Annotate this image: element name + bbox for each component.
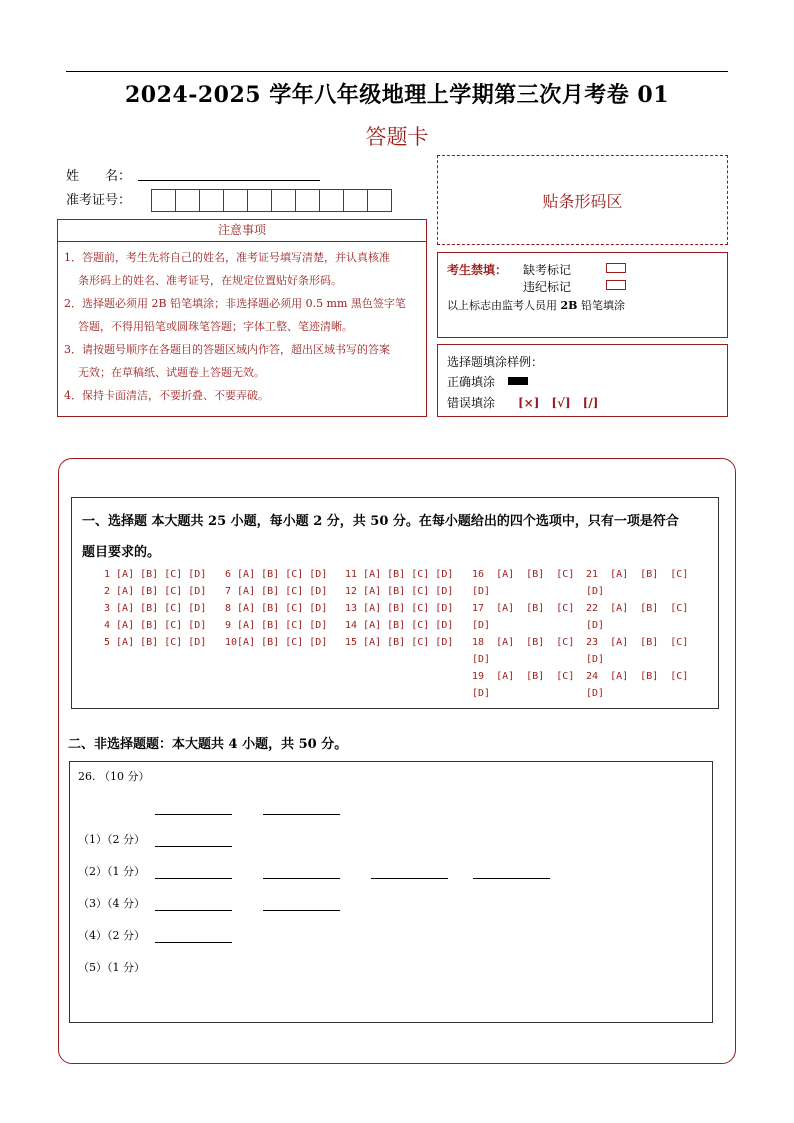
id-digit-box[interactable] — [175, 189, 200, 212]
part-label: （4）（2 分） — [78, 929, 145, 942]
mc-option-row[interactable]: 12 [A] [B] [C] [D] — [345, 586, 454, 597]
correct-fill-example — [508, 377, 528, 385]
mc-option-row[interactable]: 23 [A] [B] [C] — [586, 637, 689, 648]
answer-line[interactable] — [155, 846, 232, 847]
answer-line[interactable] — [155, 910, 232, 911]
id-digit-box[interactable] — [271, 189, 296, 212]
name-label: 姓 名： — [66, 169, 132, 184]
correct-fill-label: 正确填涂 — [447, 375, 496, 389]
barcode-area — [437, 155, 728, 245]
answer-line[interactable] — [473, 878, 550, 879]
wrong-fill-examples: [×] [√] [/] — [518, 396, 599, 410]
examinee-ban-box — [437, 252, 728, 338]
mc-option-row[interactable]: 13 [A] [B] [C] [D] — [345, 603, 454, 614]
absent-mark-box[interactable] — [606, 263, 626, 273]
mc-option-row[interactable]: 18 [A] [B] [C] — [472, 637, 575, 648]
mc-option-row[interactable]: 11 [A] [B] [C] [D] — [345, 569, 454, 580]
ban-label: 考生禁填： — [447, 263, 508, 277]
id-digit-box[interactable] — [319, 189, 344, 212]
mc-option-row[interactable]: 4 [A] [B] [C] [D] — [104, 620, 207, 631]
mc-option-row[interactable]: [D] — [586, 654, 605, 665]
violation-label: 违纪标记 — [523, 280, 572, 294]
mc-option-row[interactable]: 1 [A] [B] [C] [D] — [104, 569, 207, 580]
mc-option-row[interactable]: 21 [A] [B] [C] — [586, 569, 689, 580]
mc-option-row[interactable]: 10[A] [B] [C] [D] — [225, 637, 328, 648]
notice-item: 2．选择题必须用 2B 铅笔填涂；非选择题必须用 0.5 mm 黑色签字笔 — [64, 297, 406, 310]
top-rule — [66, 71, 728, 72]
part-label: （3）（4 分） — [78, 897, 145, 910]
multiple-choice-section — [71, 497, 719, 709]
question-26-label: 26. （10 分） — [78, 770, 150, 783]
mc-option-row[interactable]: [D] — [586, 586, 605, 597]
violation-mark-box[interactable] — [606, 280, 626, 290]
mc-option-row[interactable]: 6 [A] [B] [C] [D] — [225, 569, 328, 580]
id-digit-box[interactable] — [247, 189, 272, 212]
answer-line[interactable] — [371, 878, 448, 879]
ban-note: 以上标志由监考人员用 2B 铅笔填涂 — [447, 299, 625, 312]
name-field[interactable] — [138, 180, 320, 181]
notice-item: 条形码上的姓名、准考证号，在规定位置贴好条形码。 — [78, 274, 342, 287]
page-subtitle: 答题卡 — [365, 125, 429, 149]
part-label: （1）（2 分） — [78, 833, 145, 846]
notice-box — [57, 242, 427, 417]
mc-option-row[interactable]: 16 [A] [B] [C] — [472, 569, 575, 580]
id-digit-box[interactable] — [295, 189, 320, 212]
id-digit-box[interactable] — [223, 189, 248, 212]
mc-option-row[interactable]: 8 [A] [B] [C] [D] — [225, 603, 328, 614]
mc-option-row[interactable]: 17 [A] [B] [C] — [472, 603, 575, 614]
mc-option-row[interactable]: 24 [A] [B] [C] — [586, 671, 689, 682]
answer-line[interactable] — [263, 878, 340, 879]
notice-item: 1．答题前，考生先将自己的姓名，准考证号填写清楚，并认真核准 — [64, 251, 390, 264]
mc-option-row[interactable]: [D] — [586, 620, 605, 631]
sample-title: 选择题填涂样例： — [447, 355, 544, 369]
mc-option-row[interactable]: [D] — [472, 586, 491, 597]
mc-option-row[interactable]: 14 [A] [B] [C] [D] — [345, 620, 454, 631]
mc-option-row[interactable]: 3 [A] [B] [C] [D] — [104, 603, 207, 614]
mc-option-row[interactable]: [D] — [472, 654, 491, 665]
mc-option-row[interactable]: 7 [A] [B] [C] [D] — [225, 586, 328, 597]
answer-line[interactable] — [263, 910, 340, 911]
answer-line[interactable] — [155, 814, 232, 815]
mc-heading-line1: 一、选择题 本大题共 25 小题，每小题 2 分，共 50 分。在每小题给出的四个选项中，只有一项是符合 — [82, 514, 679, 529]
part-label: （5）（1 分） — [78, 961, 145, 974]
barcode-label: 贴条形码区 — [542, 191, 623, 211]
absent-label: 缺考标记 — [523, 263, 572, 277]
mc-option-row[interactable]: 5 [A] [B] [C] [D] — [104, 637, 207, 648]
mc-option-row[interactable]: [D] — [472, 620, 491, 631]
mc-option-row[interactable]: [D] — [472, 688, 491, 699]
notice-item: 4．保持卡面清洁，不要折叠、不要弄破。 — [64, 389, 269, 402]
notice-item: 3．请按题号顺序在各题目的答题区域内作答，超出区域书写的答案 — [64, 343, 390, 356]
fill-sample-box — [437, 344, 728, 417]
id-digit-box[interactable] — [199, 189, 224, 212]
mc-option-row[interactable]: 22 [A] [B] [C] — [586, 603, 689, 614]
id-digit-box[interactable] — [151, 189, 176, 212]
mc-option-row[interactable]: 2 [A] [B] [C] [D] — [104, 586, 207, 597]
notice-item: 无效；在草稿纸、试题卷上答题无效。 — [78, 366, 265, 379]
notice-title: 注意事项 — [57, 219, 427, 242]
answer-line[interactable] — [155, 878, 232, 879]
page-title: 2024-2025 学年八年级地理上学期第三次月考卷 01 — [124, 82, 670, 108]
non-mc-heading: 二、非选择题题：本大题共 4 小题，共 50 分。 — [68, 737, 348, 752]
part-label: （2）（1 分） — [78, 865, 145, 878]
wrong-fill-label: 错误填涂 — [447, 396, 496, 410]
id-digit-box[interactable] — [367, 189, 392, 212]
mc-option-row[interactable]: [D] — [586, 688, 605, 699]
non-mc-answer-box — [69, 761, 713, 1023]
mc-option-row[interactable]: 19 [A] [B] [C] — [472, 671, 575, 682]
mc-option-row[interactable]: 9 [A] [B] [C] [D] — [225, 620, 328, 631]
notice-item: 答题，不得用铅笔或圆珠笔答题；字体工整、笔迹清晰。 — [78, 320, 353, 333]
answer-line[interactable] — [155, 942, 232, 943]
exam-id-label: 准考证号： — [66, 193, 132, 208]
mc-heading-line2: 题目要求的。 — [82, 545, 161, 560]
id-digit-box[interactable] — [343, 189, 368, 212]
exam-id-boxes[interactable] — [151, 189, 391, 212]
mc-option-row[interactable]: 15 [A] [B] [C] [D] — [345, 637, 454, 648]
answer-line[interactable] — [263, 814, 340, 815]
